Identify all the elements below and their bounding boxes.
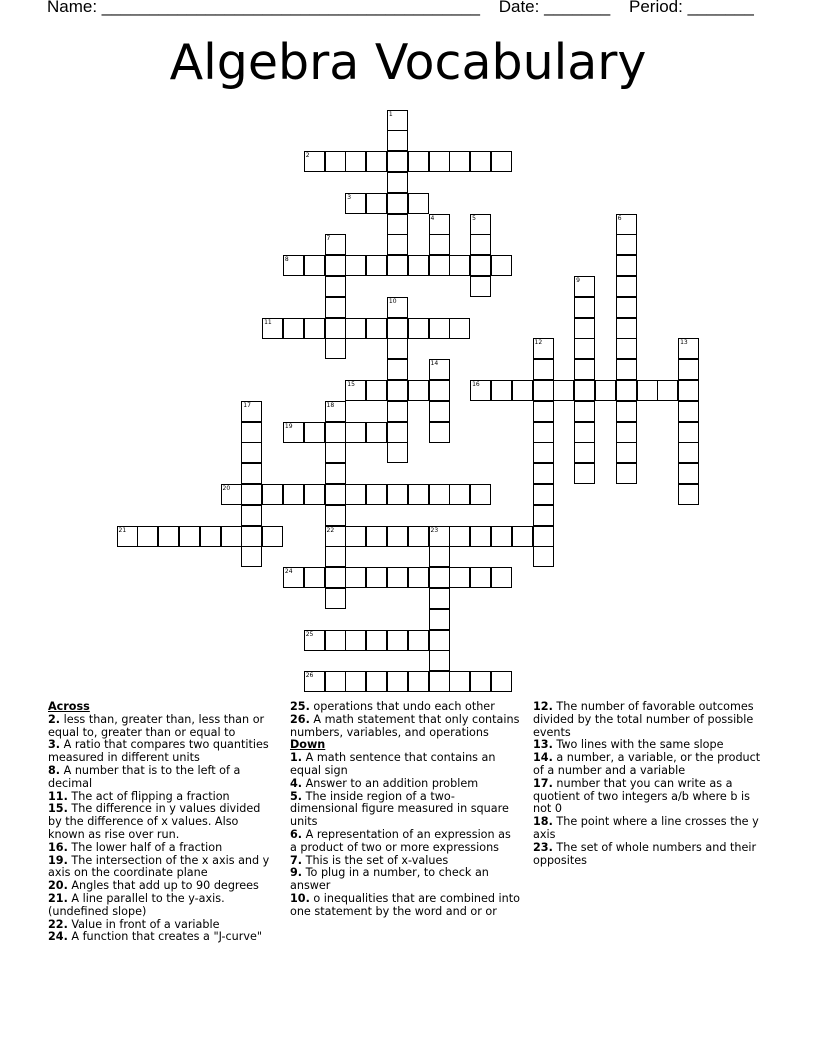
crossword-cell[interactable] <box>470 567 491 588</box>
crossword-cell[interactable] <box>387 484 408 505</box>
crossword-cell[interactable] <box>283 422 304 443</box>
crossword-cell[interactable] <box>533 442 554 463</box>
crossword-cell[interactable] <box>449 255 470 276</box>
crossword-cell[interactable] <box>678 401 699 422</box>
crossword-cell[interactable] <box>429 630 450 651</box>
clue-down: 14. a number, a variable, or the product of a number and a variable <box>533 751 761 777</box>
clue-down: 6. A representation of an expression as a product of two or more expressions <box>290 827 511 854</box>
crossword-cell[interactable] <box>304 567 325 588</box>
crossword-cell[interactable] <box>325 505 346 526</box>
crossword-cell[interactable] <box>429 151 450 172</box>
crossword-cell[interactable] <box>387 318 408 339</box>
crossword-cell[interactable] <box>616 318 637 339</box>
crossword-cell[interactable] <box>553 380 574 401</box>
crossword-cell[interactable] <box>241 505 262 526</box>
crossword-cell[interactable] <box>616 442 637 463</box>
crossword-cell[interactable] <box>429 255 450 276</box>
crossword-cell[interactable] <box>678 422 699 443</box>
crossword-cell[interactable] <box>387 442 408 463</box>
clue-across: 16. The lower half of a fraction <box>48 840 223 854</box>
cell-number: 19 <box>284 422 293 430</box>
crossword-cell[interactable] <box>366 318 387 339</box>
down-heading: Down <box>290 738 326 752</box>
crossword-cell[interactable] <box>616 338 637 359</box>
crossword-cell[interactable] <box>283 318 304 339</box>
crossword-cell[interactable] <box>387 151 408 172</box>
crossword-cell[interactable] <box>616 276 637 297</box>
date-field[interactable]: Date: _______ <box>498 0 611 16</box>
clue-across: 20. Angles that add up to 90 degrees <box>48 879 259 893</box>
crossword-cell[interactable] <box>429 546 450 567</box>
cell-number: 23 <box>430 526 439 534</box>
crossword-cell[interactable] <box>137 526 158 547</box>
crossword-cell[interactable] <box>325 546 346 567</box>
crossword-cell[interactable] <box>491 567 512 588</box>
clue-across: 24. A function that creates a "J-curve" <box>48 930 263 944</box>
clue-down: 10. o inequalities that are combined into one statement by the word and or or <box>290 891 520 918</box>
crossword-cell[interactable] <box>429 484 450 505</box>
crossword-cell[interactable] <box>345 630 366 651</box>
crossword-cell[interactable] <box>429 318 450 339</box>
crossword-cell[interactable] <box>574 401 595 422</box>
clues-column-3 <box>533 701 769 867</box>
crossword-cell[interactable] <box>449 567 470 588</box>
crossword-cell[interactable] <box>325 526 346 547</box>
crossword-cell[interactable] <box>574 422 595 443</box>
crossword-cell[interactable] <box>325 630 346 651</box>
crossword-cell[interactable] <box>408 526 429 547</box>
crossword-cell[interactable] <box>616 359 637 380</box>
crossword-cell[interactable] <box>678 380 699 401</box>
crossword-cell[interactable] <box>574 442 595 463</box>
crossword-cell[interactable] <box>533 380 554 401</box>
cell-number: 21 <box>118 526 127 534</box>
crossword-cell[interactable] <box>533 463 554 484</box>
crossword-cell[interactable] <box>283 255 304 276</box>
cell-number: 24 <box>284 568 293 576</box>
crossword-cell[interactable] <box>512 526 533 547</box>
crossword-cell[interactable] <box>470 255 491 276</box>
clue-across: 15. The difference in y values divided by the difference of x values. Also known as rise over run. <box>48 802 261 841</box>
clues-column-2 <box>290 701 520 919</box>
crossword-cell[interactable] <box>345 151 366 172</box>
crossword-cell[interactable] <box>262 484 283 505</box>
crossword-cell[interactable] <box>449 151 470 172</box>
crossword-cell[interactable] <box>345 380 366 401</box>
crossword-cell[interactable] <box>241 546 262 567</box>
crossword-cell[interactable] <box>429 671 450 692</box>
crossword-cell[interactable] <box>429 526 450 547</box>
across-heading: Across <box>48 700 90 713</box>
crossword-cell[interactable] <box>616 255 637 276</box>
crossword-cell[interactable] <box>241 401 262 422</box>
crossword-cell[interactable] <box>345 422 366 443</box>
clue-down: 1. A math sentence that contains an equal sign <box>290 751 496 777</box>
crossword-cell[interactable] <box>574 297 595 318</box>
crossword-cell[interactable] <box>491 671 512 692</box>
crossword-cell[interactable] <box>325 422 346 443</box>
crossword-cell[interactable] <box>616 422 637 443</box>
crossword-cell[interactable] <box>408 671 429 692</box>
cell-number: 7 <box>326 235 331 243</box>
crossword-cell[interactable] <box>387 567 408 588</box>
clue-across: 3. A ratio that compares two quantities measured in different units <box>48 738 269 765</box>
header-fields <box>47 0 768 17</box>
name-field[interactable]: Name: ________________________________________ <box>47 0 480 16</box>
crossword-cell[interactable] <box>616 234 637 255</box>
crossword-cell[interactable] <box>366 671 387 692</box>
crossword-cell[interactable] <box>325 338 346 359</box>
cell-number: 9 <box>576 276 580 284</box>
crossword-cell[interactable] <box>574 338 595 359</box>
crossword-cell[interactable] <box>449 484 470 505</box>
crossword-cell[interactable] <box>470 526 491 547</box>
crossword-cell[interactable] <box>429 588 450 609</box>
crossword-cell[interactable] <box>325 671 346 692</box>
crossword-cell[interactable] <box>533 526 554 547</box>
cell-number: 12 <box>534 339 543 347</box>
cell-number: 8 <box>284 256 289 264</box>
crossword-cell[interactable] <box>325 401 346 422</box>
clues-column-1 <box>48 701 276 944</box>
clue-across: 8. A number that is to the left of a decimal <box>48 763 241 790</box>
crossword-cell[interactable] <box>533 338 554 359</box>
crossword-cell[interactable] <box>345 671 366 692</box>
crossword-cell[interactable] <box>533 359 554 380</box>
clue-down: 5. The inside region of a two-dimensional figure measured in square units <box>290 789 509 829</box>
crossword-cell[interactable] <box>241 526 262 547</box>
crossword-cell[interactable] <box>408 380 429 401</box>
crossword-cell[interactable] <box>429 650 450 671</box>
crossword-cell[interactable] <box>345 526 366 547</box>
clue-down: 17. number that you can write as a quotient of two integers a/b where b is not 0 <box>533 776 750 816</box>
crossword-cell[interactable] <box>387 422 408 443</box>
crossword-cell[interactable] <box>283 567 304 588</box>
crossword-cell[interactable] <box>387 359 408 380</box>
crossword-cell[interactable] <box>387 671 408 692</box>
clue-down: 7. This is the set of x-values <box>290 853 449 867</box>
cell-number: 13 <box>680 339 688 347</box>
clue-across: 19. The intersection of the x axis and y axis on the coordinate plane <box>48 853 270 880</box>
crossword-cell[interactable] <box>325 255 346 276</box>
crossword-cell[interactable] <box>678 463 699 484</box>
clue-down: 12. The number of favorable outcomes divided by the total number of possible events <box>533 700 754 739</box>
cell-number: 17 <box>243 401 251 409</box>
crossword-cell[interactable] <box>262 526 283 547</box>
clue-down: 9. To plug in a number, to check an answer <box>290 866 489 893</box>
crossword-cell[interactable] <box>304 671 325 692</box>
cell-number: 2 <box>305 152 310 160</box>
cell-number: 22 <box>326 526 335 534</box>
crossword-cell[interactable] <box>408 151 429 172</box>
crossword-cell[interactable] <box>574 380 595 401</box>
clue-across: 2. less than, greater than, less than or equal to, greater than or equal to <box>48 712 265 739</box>
crossword-cell[interactable] <box>366 422 387 443</box>
crossword-cell[interactable] <box>429 359 450 380</box>
crossword-cell[interactable] <box>158 526 179 547</box>
crossword-cell[interactable] <box>366 484 387 505</box>
crossword-cell[interactable] <box>325 588 346 609</box>
crossword-cell[interactable] <box>221 484 242 505</box>
crossword-cell[interactable] <box>470 234 491 255</box>
crossword-cell[interactable] <box>366 630 387 651</box>
crossword-cell[interactable] <box>366 255 387 276</box>
crossword-cell[interactable] <box>325 463 346 484</box>
cell-number: 20 <box>222 484 231 492</box>
crossword-cell[interactable] <box>470 671 491 692</box>
crossword-cell[interactable] <box>387 526 408 547</box>
crossword-cell[interactable] <box>616 380 637 401</box>
crossword-cell[interactable] <box>325 567 346 588</box>
crossword-cell[interactable] <box>491 151 512 172</box>
crossword-cell[interactable] <box>429 567 450 588</box>
crossword-cell[interactable] <box>408 193 429 214</box>
crossword-cell[interactable] <box>387 110 408 131</box>
crossword-cell[interactable] <box>657 380 678 401</box>
crossword-cell[interactable] <box>533 505 554 526</box>
crossword-cell[interactable] <box>429 401 450 422</box>
cell-number: 1 <box>388 110 393 118</box>
crossword-cell[interactable] <box>304 484 325 505</box>
crossword-cell[interactable] <box>325 297 346 318</box>
crossword-cell[interactable] <box>429 214 450 235</box>
crossword-cell[interactable] <box>345 484 366 505</box>
crossword-cell[interactable] <box>179 526 200 547</box>
cell-number: 3 <box>347 193 352 201</box>
cell-number: 6 <box>617 214 622 222</box>
clue-across: 26. A math statement that only contains numbers, variables, and operations <box>290 712 520 739</box>
crossword-cell[interactable] <box>574 359 595 380</box>
crossword-cell[interactable] <box>429 380 450 401</box>
crossword-cell[interactable] <box>616 214 637 235</box>
crossword-cell[interactable] <box>678 338 699 359</box>
crossword-cell[interactable] <box>304 630 325 651</box>
crossword-cell[interactable] <box>491 526 512 547</box>
crossword-cell[interactable] <box>387 630 408 651</box>
crossword-cell[interactable] <box>408 484 429 505</box>
crossword-cell[interactable] <box>574 276 595 297</box>
crossword-cell[interactable] <box>387 338 408 359</box>
cell-number: 10 <box>388 297 397 305</box>
cell-number: 16 <box>472 380 480 388</box>
crossword-cell[interactable] <box>574 318 595 339</box>
crossword-cell[interactable] <box>304 255 325 276</box>
crossword-cell[interactable] <box>616 463 637 484</box>
crossword-cell[interactable] <box>408 567 429 588</box>
crossword-cell[interactable] <box>325 442 346 463</box>
crossword-cell[interactable] <box>470 214 491 235</box>
page-title: Algebra Vocabulary <box>169 34 647 91</box>
clue-down: 18. The point where a line crosses the y axis <box>533 815 759 841</box>
clue-across: 22. Value in front of a variable <box>48 917 220 931</box>
crossword-cell[interactable] <box>533 484 554 505</box>
crossword-cell[interactable] <box>449 318 470 339</box>
crossword-cell[interactable] <box>345 318 366 339</box>
crossword-cell[interactable] <box>491 380 512 401</box>
cell-number: 14 <box>430 360 439 368</box>
crossword-cell[interactable] <box>533 546 554 567</box>
crossword-cell[interactable] <box>387 380 408 401</box>
crossword-cell[interactable] <box>387 297 408 318</box>
crossword-cell[interactable] <box>429 234 450 255</box>
crossword-cell[interactable] <box>117 526 138 547</box>
crossword-cell[interactable] <box>595 380 616 401</box>
cell-number: 15 <box>347 380 355 388</box>
crossword-cell[interactable] <box>512 380 533 401</box>
cell-number: 5 <box>472 214 476 222</box>
crossword-cell[interactable] <box>241 484 262 505</box>
crossword-cell[interactable] <box>366 151 387 172</box>
crossword-cell[interactable] <box>470 151 491 172</box>
crossword-cell[interactable] <box>366 380 387 401</box>
crossword-cell[interactable] <box>366 567 387 588</box>
crossword-cell[interactable] <box>345 193 366 214</box>
clue-across: 11. The act of flipping a fraction <box>48 789 230 803</box>
crossword-cell[interactable] <box>616 401 637 422</box>
crossword-cell[interactable] <box>304 318 325 339</box>
cell-number: 26 <box>305 672 314 680</box>
crossword-cell[interactable] <box>637 380 658 401</box>
crossword-cell[interactable] <box>678 484 699 505</box>
crossword-cell[interactable] <box>533 422 554 443</box>
crossword-cell[interactable] <box>345 567 366 588</box>
crossword-cell[interactable] <box>241 422 262 443</box>
clue-across: 25. operations that undo each other <box>290 700 495 713</box>
crossword-cell[interactable] <box>241 463 262 484</box>
cell-number: 18 <box>326 401 335 409</box>
crossword-cell[interactable] <box>325 318 346 339</box>
crossword-cell[interactable] <box>429 422 450 443</box>
crossword-cell[interactable] <box>200 526 221 547</box>
crossword-cell[interactable] <box>262 318 283 339</box>
crossword-cell[interactable] <box>533 401 554 422</box>
crossword-cell[interactable] <box>345 255 366 276</box>
crossword-cell[interactable] <box>449 671 470 692</box>
crossword-cell[interactable] <box>387 193 408 214</box>
crossword-cell[interactable] <box>387 255 408 276</box>
crossword-cell[interactable] <box>408 318 429 339</box>
period-field[interactable]: Period: _______ <box>629 0 754 16</box>
crossword-cell[interactable] <box>678 359 699 380</box>
clue-down: 13. Two lines with the same slope <box>533 738 724 752</box>
crossword-cell[interactable] <box>470 276 491 297</box>
crossword-cell[interactable] <box>491 255 512 276</box>
crossword-cell[interactable] <box>366 526 387 547</box>
clue-down: 23. The set of whole numbers and their opposites <box>533 840 757 867</box>
crossword-cell[interactable] <box>304 151 325 172</box>
crossword-cell[interactable] <box>470 484 491 505</box>
clue-down: 4. Answer to an addition problem <box>290 776 479 790</box>
crossword-cell[interactable] <box>221 526 242 547</box>
crossword-cell[interactable] <box>408 630 429 651</box>
crossword-cell[interactable] <box>325 151 346 172</box>
crossword-cell[interactable] <box>387 401 408 422</box>
crossword-cell[interactable] <box>366 193 387 214</box>
crossword-cell[interactable] <box>325 234 346 255</box>
cell-number: 25 <box>305 630 314 638</box>
crossword-cell[interactable] <box>408 255 429 276</box>
crossword-cell[interactable] <box>678 442 699 463</box>
crossword-cell[interactable] <box>429 609 450 630</box>
crossword-cell[interactable] <box>304 422 325 443</box>
clue-across: 21. A line parallel to the y-axis. (undefined slope) <box>48 891 225 918</box>
crossword-cell[interactable] <box>241 442 262 463</box>
crossword-cell[interactable] <box>616 297 637 318</box>
crossword-cell[interactable] <box>387 234 408 255</box>
crossword-cell[interactable] <box>387 172 408 193</box>
crossword-cell[interactable] <box>283 484 304 505</box>
crossword-cell[interactable] <box>387 130 408 151</box>
crossword-cell[interactable] <box>387 214 408 235</box>
crossword-cell[interactable] <box>470 380 491 401</box>
crossword-cell[interactable] <box>449 526 470 547</box>
crossword-cell[interactable] <box>325 484 346 505</box>
crossword-cell[interactable] <box>574 463 595 484</box>
crossword-cell[interactable] <box>325 276 346 297</box>
cell-number: 4 <box>430 214 435 222</box>
cell-number: 11 <box>264 318 272 326</box>
